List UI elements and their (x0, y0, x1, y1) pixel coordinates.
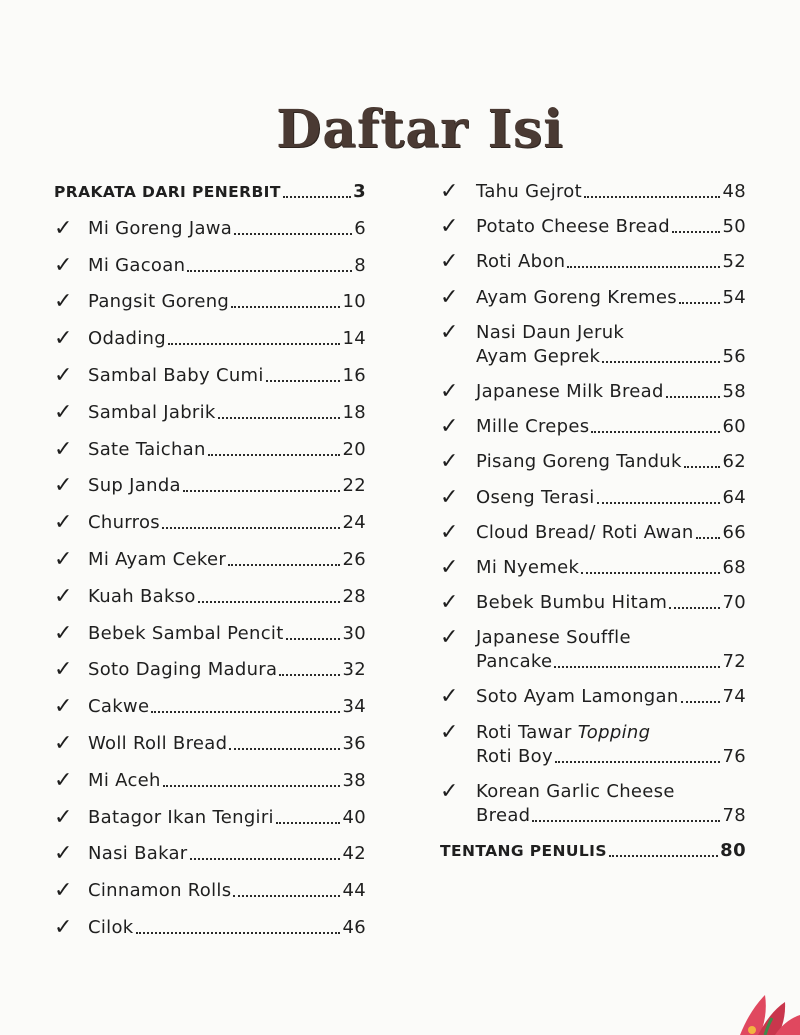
dot-leader (532, 820, 720, 822)
toc-entry-page-number: 48 (722, 181, 746, 202)
dot-leader (696, 537, 721, 539)
dot-leader (198, 601, 341, 603)
toc-entry[interactable] (440, 321, 746, 369)
toc-entry[interactable] (440, 415, 746, 439)
checkmark-icon: ✓ (440, 249, 459, 275)
toc-entry-page-number: 56 (722, 345, 746, 367)
checkmark-icon: ✓ (440, 414, 459, 440)
checkmark-icon: ✓ (54, 326, 73, 352)
toc-entry[interactable] (54, 364, 366, 388)
dot-leader (681, 701, 721, 703)
toc-entry-title-line: Korean Garlic Cheese (476, 780, 675, 802)
toc-entry[interactable] (440, 215, 746, 239)
toc-entry[interactable] (440, 180, 746, 204)
toc-entry[interactable] (54, 511, 366, 535)
toc-entry-label: Soto Daging Madura (88, 659, 278, 681)
toc-entry-label: Kuah Bakso (88, 585, 196, 607)
toc-entry-page-number: 6 (354, 217, 366, 239)
dot-leader (597, 502, 721, 504)
checkmark-icon: ✓ (54, 215, 73, 241)
toc-entry-label: Pangsit Goreng (88, 291, 230, 313)
toc-entry-label: Pancake (476, 651, 553, 673)
toc-entry-page-number: 44 (342, 880, 366, 902)
toc-entry-page-number: 18 (342, 401, 366, 423)
dot-leader (555, 761, 721, 763)
toc-entry-label: Tahu Gejrot (476, 181, 582, 202)
dot-leader (684, 466, 721, 468)
toc-entry-page-number: 64 (722, 486, 746, 508)
toc-entry-label: Soto Ayam Lamongan (476, 686, 679, 708)
dot-leader (229, 748, 340, 750)
dot-leader (187, 270, 352, 272)
checkmark-icon: ✓ (54, 399, 73, 425)
toc-left-column (54, 180, 366, 953)
toc-entry-label: Sate Taichan (88, 438, 206, 460)
toc-entry[interactable] (54, 732, 366, 756)
checkmark-icon: ✓ (54, 546, 73, 572)
checkmark-icon: ✓ (54, 841, 73, 867)
checkmark-icon: ✓ (440, 590, 459, 616)
toc-entry[interactable] (440, 839, 746, 863)
dot-leader (162, 527, 341, 529)
dot-leader (584, 196, 721, 198)
toc-entry-label: Bebek Bumbu Hitam (476, 592, 668, 614)
toc-entry-title-line: Japanese Souffle (476, 627, 631, 649)
dot-leader (609, 855, 718, 857)
toc-entry[interactable] (440, 591, 746, 615)
toc-entry[interactable] (440, 780, 746, 828)
toc-entry-page-number: 40 (342, 806, 366, 828)
checkmark-icon: ✓ (440, 719, 459, 745)
toc-entry[interactable] (440, 626, 746, 674)
toc-entry[interactable] (54, 180, 366, 204)
toc-entry-page-number: 28 (342, 585, 366, 607)
toc-entry-label: Roti Boy (476, 745, 553, 767)
toc-entry-page-number: 70 (722, 592, 746, 614)
checkmark-icon: ✓ (54, 694, 73, 720)
toc-entry[interactable] (440, 450, 746, 474)
checkmark-icon: ✓ (54, 436, 73, 462)
toc-entry-page-number: 14 (342, 328, 366, 350)
toc-entry-page-number: 46 (342, 916, 366, 938)
toc-entry[interactable] (54, 254, 366, 278)
toc-entry-label: Mi Nyemek (476, 556, 580, 578)
toc-entry-page-number: 26 (342, 548, 366, 570)
dot-leader (228, 564, 340, 566)
dot-leader (554, 666, 720, 668)
checkmark-icon: ✓ (440, 625, 459, 651)
toc-entry-italic-term: Topping (577, 721, 651, 743)
toc-entry-page-number: 24 (342, 512, 366, 534)
toc-entry[interactable] (54, 401, 366, 425)
toc-entry-page-number: 16 (342, 364, 366, 386)
toc-entry-page-number: 36 (342, 732, 366, 754)
checkmark-icon: ✓ (54, 510, 73, 536)
toc-entry[interactable] (440, 556, 746, 580)
checkmark-icon: ✓ (440, 284, 459, 310)
toc-entry-label: PRAKATA DARI PENERBIT (54, 183, 281, 201)
toc-entry-page-number: 32 (342, 659, 366, 681)
toc-entry-label: Ayam Geprek (476, 345, 601, 367)
toc-entry-label: Mi Ayam Ceker (88, 548, 227, 570)
toc-entry[interactable] (440, 250, 746, 274)
dot-leader (286, 638, 341, 640)
toc-right-column (440, 180, 746, 874)
checkmark-icon: ✓ (440, 214, 459, 240)
dot-leader (679, 302, 721, 304)
dot-leader (183, 490, 341, 492)
toc-entry-title-line: Nasi Daun Jeruk (476, 321, 625, 343)
toc-entry-page-number: 22 (342, 475, 366, 497)
checkmark-icon: ✓ (440, 449, 459, 475)
toc-entry-page-number: 76 (722, 745, 746, 767)
toc-entry-label: Odading (88, 328, 166, 350)
toc-entry[interactable] (54, 622, 366, 646)
toc-entry-label: Mille Crepes (476, 416, 590, 438)
toc-entry-label: Bread (476, 804, 531, 826)
toc-entry-label: Cakwe (88, 696, 150, 718)
checkmark-icon: ✓ (54, 730, 73, 756)
checkmark-icon: ✓ (54, 657, 73, 683)
toc-entry[interactable] (440, 685, 746, 709)
checkmark-icon: ✓ (440, 519, 459, 545)
checkmark-icon: ✓ (54, 620, 73, 646)
toc-entry[interactable] (440, 486, 746, 510)
dot-leader (266, 380, 341, 382)
toc-entry-page-number: 54 (722, 286, 746, 308)
dot-leader (276, 822, 341, 824)
checkmark-icon: ✓ (440, 378, 459, 404)
toc-entry[interactable] (440, 721, 746, 769)
toc-entry[interactable] (54, 879, 366, 903)
toc-entry-page-number: 38 (342, 769, 366, 791)
dot-leader (168, 343, 340, 345)
toc-entry[interactable] (54, 474, 366, 498)
leaf-decoration-icon (730, 990, 800, 1035)
checkmark-icon: ✓ (54, 914, 73, 940)
dot-leader (233, 895, 340, 897)
dot-leader (208, 454, 341, 456)
toc-entry-page-number: 74 (722, 686, 746, 708)
dot-leader (234, 233, 352, 235)
toc-entry-page-number: 10 (342, 291, 366, 313)
toc-entry[interactable] (54, 916, 366, 940)
checkmark-icon: ✓ (54, 583, 73, 609)
toc-entry-page-number: 52 (722, 251, 746, 273)
toc-entry-page-number: 42 (342, 843, 366, 865)
toc-entry-label: TENTANG PENULIS (440, 842, 607, 860)
dot-leader (591, 431, 720, 433)
toc-entry[interactable] (440, 286, 746, 310)
dot-leader (218, 417, 341, 419)
toc-entry-page-number: 72 (722, 651, 746, 673)
dot-leader (163, 785, 341, 787)
toc-entry[interactable] (54, 769, 366, 793)
dot-leader (581, 572, 720, 574)
dot-leader (283, 196, 351, 198)
checkmark-icon: ✓ (440, 684, 459, 710)
toc-entry-label: Cinnamon Rolls (88, 880, 232, 902)
toc-entry-page-number: 66 (722, 521, 746, 543)
toc-entry-label: Woll Roll Bread (88, 732, 228, 754)
toc-entry[interactable] (54, 290, 366, 314)
toc-entry-label: Sambal Jabrik (88, 401, 216, 423)
toc-entry-page-number: 20 (342, 438, 366, 460)
dot-leader (672, 231, 720, 233)
toc-entry[interactable] (54, 548, 366, 572)
toc-entry-title-line: Roti Tawar Topping (476, 721, 651, 743)
checkmark-icon: ✓ (440, 554, 459, 580)
toc-entry[interactable] (54, 217, 366, 241)
toc-entry[interactable] (440, 380, 746, 404)
toc-entry-page-number: 50 (722, 216, 746, 238)
toc-entry-label: Sambal Baby Cumi (88, 364, 264, 386)
dot-leader (151, 711, 340, 713)
checkmark-icon: ✓ (54, 878, 73, 904)
toc-entry[interactable] (54, 695, 366, 719)
dot-leader (602, 361, 720, 363)
toc-entry-label: Oseng Terasi (476, 486, 595, 508)
dot-leader (279, 674, 340, 676)
toc-entry-label: Cilok (88, 916, 134, 938)
checkmark-icon: ✓ (440, 484, 459, 510)
toc-entry-label: Ayam Goreng Kremes (476, 286, 677, 308)
checkmark-icon: ✓ (54, 252, 73, 278)
dot-leader (669, 607, 720, 609)
toc-entry-label: Mi Gacoan (88, 254, 186, 276)
toc-entry-page-number: 68 (722, 556, 746, 578)
toc-entry[interactable] (54, 327, 366, 351)
checkmark-icon: ✓ (54, 804, 73, 830)
toc-entry-page-number: 62 (722, 451, 746, 473)
checkmark-icon: ✓ (54, 473, 73, 499)
checkmark-icon: ✓ (54, 289, 73, 315)
dot-leader (136, 932, 341, 934)
toc-entry-label: Pisang Goreng Tanduk (476, 451, 682, 473)
checkmark-icon: ✓ (54, 767, 73, 793)
toc-entry-page-number: 8 (354, 254, 366, 276)
checkmark-icon: ✓ (440, 319, 459, 345)
toc-entry-page-number: 60 (722, 416, 746, 438)
toc-entry-page-number: 58 (722, 380, 746, 402)
toc-entry-label: Cloud Bread/ Roti Awan (476, 521, 694, 543)
toc-entry-page-number: 3 (353, 181, 366, 202)
dot-leader (666, 396, 721, 398)
toc-entry[interactable] (54, 842, 366, 866)
checkmark-icon: ✓ (54, 362, 73, 388)
toc-entry-label: Nasi Bakar (88, 843, 188, 865)
toc-entry-label: Sup Janda (88, 475, 181, 497)
toc-entry-label: Potato Cheese Bread (476, 216, 670, 238)
toc-entry[interactable] (54, 806, 366, 830)
checkmark-icon: ✓ (440, 778, 459, 804)
toc-entry[interactable] (54, 658, 366, 682)
toc-entry-label: Bebek Sambal Pencit (88, 622, 284, 644)
toc-entry[interactable] (54, 585, 366, 609)
toc-entry-page-number: 30 (342, 622, 366, 644)
page-title: Daftar Isi (276, 98, 564, 160)
toc-entry-label: Mi Aceh (88, 769, 161, 791)
toc-entry-label: Japanese Milk Bread (476, 380, 664, 402)
dot-leader (190, 858, 341, 860)
toc-entry-label: Mi Goreng Jawa (88, 217, 233, 239)
toc-entry-page-number: 80 (720, 840, 746, 861)
toc-entry-page-number: 78 (722, 804, 746, 826)
toc-entry-label: Churros (88, 512, 160, 534)
checkmark-icon: ✓ (440, 179, 459, 204)
toc-entry-label: Roti Abon (476, 251, 566, 273)
toc-entry[interactable] (440, 521, 746, 545)
toc-entry[interactable] (54, 438, 366, 462)
toc-entry-label: Batagor Ikan Tengiri (88, 806, 274, 828)
dot-leader (567, 266, 720, 268)
toc-entry-page-number: 34 (342, 696, 366, 718)
dot-leader (231, 306, 340, 308)
